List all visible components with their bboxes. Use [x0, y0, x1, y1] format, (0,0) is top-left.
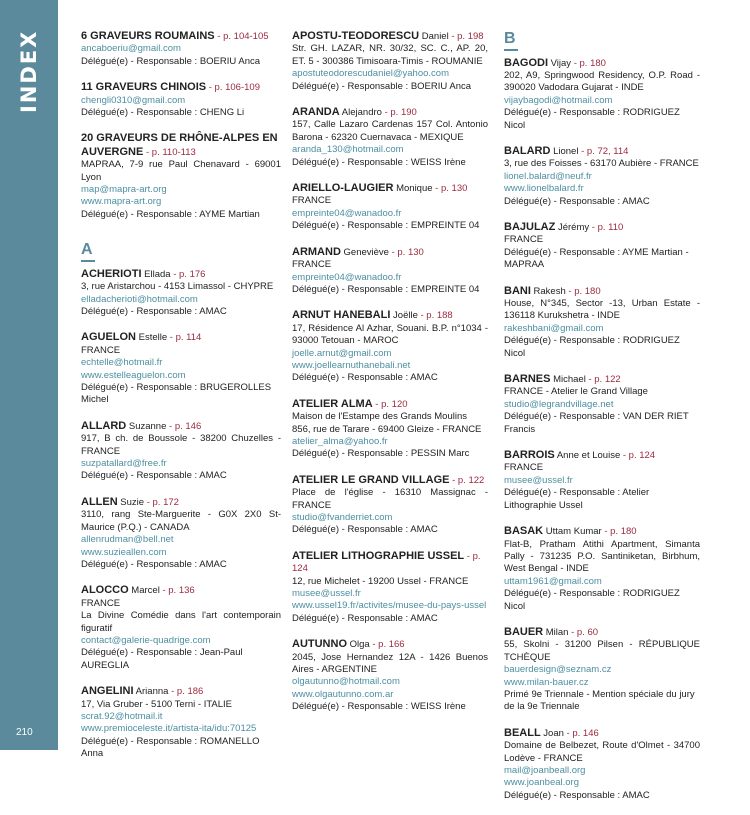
- letter-underline: [504, 49, 518, 51]
- artist-name: BANI: [504, 284, 531, 297]
- index-entry: [292, 30, 488, 93]
- index-entry: [81, 30, 281, 68]
- address-line: FRANCE - Atelier le Grand Village: [504, 386, 648, 398]
- address-line: Place de l'église - 16310 Massignac - FRANCE: [292, 487, 488, 511]
- email-link[interactable]: joelle.arnut@gmail.com: [292, 347, 392, 359]
- address-line: FRANCE: [504, 234, 544, 246]
- website-link[interactable]: www.milan-bauer.cz: [504, 676, 589, 688]
- entries-a: [81, 268, 281, 761]
- delegate-line: Délégué(e) - Responsable : RODRIGUEZ Nicol: [504, 107, 680, 131]
- address-line: Str. GH. LAZAR, NR. 30/32, SC. C., AP. 20, ET. 5 - 300386 Timisoara-Timis - ROUMANIE: [292, 43, 488, 67]
- artist-name: BARROIS: [504, 449, 555, 462]
- address-line: 17, Via Gruber - 5100 Terni - ITALIE: [81, 698, 233, 710]
- email-link[interactable]: lionel.balard@neuf.fr: [504, 170, 592, 182]
- artist-name: 6 GRAVEURS ROUMAINS: [81, 30, 215, 42]
- artist-first-name: Suzie: [117, 496, 145, 508]
- delegate-line: Délégué(e) - Responsable : VAN DER RIET Francis: [504, 411, 689, 435]
- entry-heading: [81, 132, 281, 159]
- email-link[interactable]: uttam1961@gmail.com: [504, 575, 602, 587]
- delegate-line: Délégué(e) - Responsable : AYME Martian - MAPRAA: [504, 246, 689, 271]
- artist-first-name: Marcel: [128, 585, 160, 597]
- website-link[interactable]: www.suzieallen.com: [81, 546, 167, 558]
- email-link[interactable]: map@mapra-art.org: [81, 184, 167, 196]
- index-entry: [504, 145, 700, 208]
- artist-name: BALARD: [504, 144, 551, 157]
- delegate-line: Délégué(e) - Responsable : RODRIGUEZ Nicol: [504, 588, 680, 612]
- email-link[interactable]: empreinte04@wanadoo.fr: [292, 271, 402, 283]
- artist-first-name: Milan: [543, 626, 569, 638]
- entry-heading: [504, 57, 700, 70]
- page-reference[interactable]: - p. 146: [563, 727, 599, 739]
- address-line: Maison de l'Estampe des Grands Moulins: [292, 411, 468, 423]
- email-link[interactable]: aranda_130@hotmail.com: [292, 144, 404, 156]
- artist-first-name: Rakesh: [530, 285, 566, 297]
- entry-heading: [504, 285, 700, 298]
- index-entry: [504, 525, 700, 613]
- letter-label: B: [504, 30, 516, 47]
- website-link[interactable]: www.joellearnuthanebali.net: [292, 359, 411, 371]
- website-link[interactable]: www.joanbeal.org: [504, 777, 579, 789]
- delegate-line: Délégué(e) - Responsable : AMAC: [81, 470, 227, 482]
- address-line: 2045, Jose Hernandez 12A - 1426 Buenos Aires - ARGENTINE: [292, 651, 488, 676]
- index-entry: [504, 373, 700, 436]
- address-line: Domaine de Belbezet, Route d'Olmet - 34700 Lodève - FRANCE: [504, 740, 700, 764]
- email-link[interactable]: musee@ussel.fr: [504, 474, 573, 486]
- section-letter-a: [81, 241, 281, 262]
- page-reference[interactable]: - p. 104-105: [214, 31, 269, 42]
- address-line: 856, rue de Tarare - 69400 Gleize - FRANCE: [292, 423, 482, 435]
- index-entry: [292, 474, 488, 537]
- address-line: FRANCE: [504, 462, 544, 474]
- sidebar: [0, 0, 58, 750]
- entry-heading: [504, 525, 700, 538]
- address-line: MAPRAA, 7-9 rue Paul Chenavard - 69001 Lyon: [81, 159, 281, 183]
- index-entry: [81, 331, 281, 406]
- artist-first-name: Olga: [347, 639, 370, 651]
- artist-name: 20 GRAVEURS DE RHÔNE-ALPES EN AUVERGNE: [81, 132, 278, 158]
- page-reference[interactable]: - p. 188: [417, 310, 453, 322]
- artist-name: ANGELINI: [81, 685, 134, 698]
- delegate-line: Délégué(e) - Responsable : Jean-Paul AUREGLIA: [81, 647, 243, 671]
- artist-name: ARIELLO-LAUGIER: [292, 182, 394, 195]
- email-link[interactable]: echtelle@hotmail.fr: [81, 357, 163, 369]
- artist-name: BASAK: [504, 525, 544, 538]
- delegate-line: Délégué(e) - Responsable : AMAC: [81, 306, 227, 317]
- artist-first-name: Suzanne: [126, 420, 167, 432]
- email-link[interactable]: rakeshbani@gmail.com: [504, 322, 604, 334]
- column-2: [292, 30, 488, 727]
- artist-first-name: Arianna: [133, 686, 169, 698]
- entry-heading: [81, 685, 281, 698]
- artist-name: BEALL: [504, 726, 541, 739]
- entry-heading: [292, 30, 488, 43]
- artist-name: ARMAND: [292, 245, 341, 258]
- artist-first-name: Anne et Louise: [554, 450, 621, 462]
- index-entry: [292, 550, 488, 625]
- email-link[interactable]: chengli0310@gmail.com: [81, 94, 186, 106]
- index-entry: [292, 182, 488, 233]
- index-entry: [81, 81, 281, 119]
- artist-name: AGUELON: [81, 331, 136, 344]
- delegate-line: Délégué(e) - Responsable : PESSIN Marc: [292, 448, 470, 460]
- artist-name: BAGODI: [504, 56, 548, 69]
- website-link[interactable]: www.premioceleste.it/artista-ita/idu:70125: [81, 723, 257, 735]
- artist-name: BAUER: [504, 625, 544, 638]
- artist-first-name: Joan: [540, 727, 564, 739]
- page-reference[interactable]: - p. 106-109: [206, 82, 260, 94]
- delegate-line: Délégué(e) - Responsable : AMAC: [504, 789, 650, 801]
- delegate-line: Délégué(e) - Responsable : AMAC: [292, 372, 438, 384]
- delegate-line: Délégué(e) - Responsable : EMPREINTE 04: [292, 220, 480, 232]
- artist-name: AUTUNNO: [292, 638, 347, 651]
- email-link[interactable]: elladacherioti@hotmail.com: [81, 293, 198, 305]
- artist-first-name: Monique: [393, 183, 433, 195]
- entry-heading: [81, 331, 281, 344]
- email-link[interactable]: apostuteodorescudaniel@yahoo.com: [292, 68, 449, 80]
- delegate-line: Délégué(e) - Responsable : EMPREINTE 04: [292, 283, 480, 295]
- page-reference[interactable]: - p. 72, 114: [578, 145, 629, 157]
- address-line: FRANCE: [292, 195, 332, 207]
- email-link[interactable]: vijaybagodi@hotmail.com: [504, 94, 613, 106]
- artist-name: APOSTU-TEODORESCU: [292, 30, 420, 42]
- entry-heading: [504, 449, 700, 462]
- address-line: 917, B ch. de Boussole - 38200 Chuzelles - FRANCE: [81, 433, 281, 457]
- entry-heading: [292, 474, 488, 487]
- page-reference[interactable]: - p. 110: [589, 221, 624, 233]
- email-link[interactable]: empreinte04@wanadoo.fr: [292, 207, 402, 219]
- artist-first-name: Joëlle: [390, 310, 418, 322]
- letter-label: A: [81, 241, 93, 259]
- page-reference[interactable]: - p. 114: [167, 332, 202, 344]
- page-reference[interactable]: - p. 60: [568, 626, 599, 638]
- address-line: 3, rue Aristarchou - 4153 Limassol - CHYPRE: [81, 281, 274, 293]
- artist-name: ALLEN: [81, 495, 118, 508]
- entry-heading: [292, 182, 488, 195]
- index-entry: [292, 309, 488, 384]
- address-line: 157, Calle Lazaro Cardenas 157 Col. Antonio Barona - 62320 Cuernavaca - MEXIQUE: [292, 119, 488, 143]
- section-letter-b: [504, 30, 700, 51]
- group-entries: [81, 30, 281, 221]
- delegate-line: Délégué(e) - Responsable : AMAC: [81, 558, 227, 570]
- address-line: House, N°345, Sector -13, Urban Estate - 136118 Kurukshetra - INDE: [504, 298, 700, 322]
- website-link[interactable]: www.mapra-art.org: [81, 196, 162, 208]
- delegate-line: Délégué(e) - Responsable : RODRIGUEZ Nicol: [504, 335, 680, 359]
- page-reference[interactable]: - p. 146: [166, 420, 202, 432]
- delegate-line: Délégué(e) - Responsable : BRUGEROLLES Michel: [81, 382, 272, 406]
- address-line: Flat-B, Pratham Atithi Apartment, Simanta Pally - 731235 P.O. Santiniketan, Birbhum, West Bengal - INDE: [504, 538, 700, 575]
- delegate-line: Délégué(e) - Responsable : WEISS Irène: [292, 701, 466, 713]
- page-reference[interactable]: - p. 180: [601, 526, 637, 538]
- entry-heading: [292, 246, 488, 259]
- website-link[interactable]: www.estelleaguelon.com: [81, 369, 186, 381]
- entry-heading: [292, 638, 488, 651]
- address-line: La Divine Comédie dans l'art contemporain figuratif: [81, 610, 281, 634]
- entry-heading: [81, 30, 281, 43]
- entry-heading: [504, 373, 700, 386]
- page-reference[interactable]: - p. 180: [565, 285, 601, 297]
- entry-heading: [292, 398, 488, 411]
- index-entry: [504, 285, 700, 360]
- email-link[interactable]: mail@joanbeall.org: [504, 765, 586, 776]
- index-entry: [292, 398, 488, 461]
- address-line: FRANCE: [81, 597, 121, 609]
- delegate-line: Primé 9e Triennale - Mention spéciale du jury de la 9e Triennale: [504, 688, 695, 713]
- page-reference[interactable]: - p. 186: [168, 686, 204, 698]
- index-entry: [292, 106, 488, 169]
- address-line: FRANCE: [81, 344, 121, 356]
- entry-heading: [81, 420, 281, 433]
- artist-first-name: Daniel: [419, 31, 449, 42]
- website-link[interactable]: www.ussel19.fr/activites/musee-du-pays-ussel: [292, 600, 487, 612]
- index-entry: [81, 496, 281, 571]
- index-entry: [292, 246, 488, 297]
- artist-name: BARNES: [504, 373, 551, 386]
- email-link[interactable]: bauerdesign@seznam.cz: [504, 664, 612, 676]
- entry-heading: [504, 626, 700, 639]
- entry-heading: [81, 268, 281, 281]
- entry-heading: [504, 727, 700, 740]
- artist-name: ARANDA: [292, 106, 340, 119]
- email-link[interactable]: musee@ussel.fr: [292, 588, 361, 600]
- index-entry: [504, 727, 700, 802]
- index-entry: [81, 132, 281, 221]
- column-1: [81, 30, 281, 774]
- page-reference[interactable]: - p. 190: [381, 107, 417, 119]
- artist-first-name: Jérémy: [555, 221, 590, 233]
- page-reference[interactable]: - p. 180: [571, 57, 606, 69]
- artist-name: ALLARD: [81, 419, 127, 432]
- entry-heading: [504, 145, 700, 158]
- page-reference[interactable]: - p. 124: [292, 550, 481, 575]
- entry-heading: [292, 106, 488, 119]
- entry-heading: [81, 81, 281, 94]
- address-line: 55, Skolni - 31200 Pilsen - RÉPUBLIQUE TCHÈQUE: [504, 639, 700, 663]
- email-link[interactable]: allenrudman@bell.net: [81, 534, 174, 546]
- page-number: 210: [16, 727, 33, 738]
- email-link[interactable]: scrat.92@hotmail.it: [81, 710, 163, 722]
- delegate-line: Délégué(e) - Responsable : AMAC: [292, 612, 438, 624]
- delegate-line: Délégué(e) - Responsable : Atelier Lithographie Ussel: [504, 487, 650, 511]
- index-entry: [504, 221, 700, 272]
- index-entry: [81, 584, 281, 672]
- index-entry: [504, 449, 700, 512]
- email-link[interactable]: olgautunno@hotmail.com: [292, 676, 400, 688]
- index-entry: [504, 626, 700, 714]
- index-title: INDEX: [17, 29, 41, 113]
- page-reference[interactable]: - p. 120: [372, 398, 408, 410]
- page-reference[interactable]: - p. 122: [449, 474, 485, 486]
- delegate-line: Délégué(e) - Responsable : BOERIU Anca: [81, 55, 261, 67]
- email-link[interactable]: studio@legrandvillage.net: [504, 398, 614, 410]
- delegate-line: Délégué(e) - Responsable : WEISS Irène: [292, 156, 466, 168]
- artist-first-name: Alejandro: [339, 107, 382, 119]
- letter-underline: [81, 260, 95, 262]
- delegate-line: Délégué(e) - Responsable : AMAC: [292, 524, 438, 536]
- index-entry: [81, 420, 281, 483]
- page-reference[interactable]: - p. 124: [620, 450, 656, 462]
- delegate-line: Délégué(e) - Responsable : BOERIU Anca: [292, 80, 472, 92]
- index-entry: [504, 57, 700, 132]
- address-line: 202, A9, Springwood Residency, O.P. Road - 390020 Vadodara Gujarat - INDE: [504, 69, 700, 94]
- column-3: [504, 30, 700, 815]
- artist-name: ATELIER ALMA: [292, 397, 373, 410]
- address-line: FRANCE: [292, 259, 332, 271]
- page-reference[interactable]: - p. 166: [369, 639, 405, 651]
- artist-name: ATELIER LE GRAND VILLAGE: [292, 473, 450, 486]
- entry-heading: [81, 584, 281, 597]
- address-line: 3110, rang Ste-Marguerite - G0X 2X0 St-Maurice (P.Q.) - CANADA: [81, 509, 281, 533]
- page-reference[interactable]: - p. 176: [170, 268, 206, 280]
- page-reference[interactable]: - p. 130: [432, 183, 468, 195]
- entries-a-continued: [292, 30, 488, 714]
- email-link[interactable]: studio@fvanderriet.com: [292, 512, 393, 523]
- page-reference[interactable]: - p. 136: [159, 585, 195, 597]
- page-reference[interactable]: - p. 110-113: [143, 146, 196, 158]
- artist-name: ALOCCO: [81, 584, 129, 597]
- email-link[interactable]: suzpatallard@free.fr: [81, 458, 167, 470]
- address-line: 17, Résidence Al Azhar, Souani. B.P. n°1034 - 93000 Tetouan - MAROC: [292, 322, 488, 347]
- email-link[interactable]: atelier_alma@yahoo.fr: [292, 435, 388, 447]
- address-line: 3, rue des Foisses - 63170 Aubière - FRANCE: [504, 158, 699, 170]
- delegate-line: Délégué(e) - Responsable : ROMANELLO Anna: [81, 735, 260, 760]
- address-line: 12, rue Michelet - 19200 Ussel - FRANCE: [292, 575, 469, 587]
- entry-heading: [292, 550, 488, 576]
- delegate-line: Délégué(e) - Responsable : AMAC: [504, 195, 650, 207]
- artist-name: 11 GRAVEURS CHINOIS: [81, 81, 207, 94]
- page-reference[interactable]: - p. 130: [388, 246, 424, 258]
- artist-first-name: Michael: [550, 374, 586, 386]
- index-entry: [81, 685, 281, 760]
- artist-first-name: Geneviève: [340, 246, 389, 258]
- index-entry: [81, 268, 281, 319]
- page-reference[interactable]: - p. 122: [585, 374, 621, 386]
- email-link[interactable]: contact@galerie-quadrige.com: [81, 634, 211, 646]
- page-reference[interactable]: - p. 172: [144, 496, 179, 508]
- artist-name: ARNUT HANEBALI: [292, 309, 391, 322]
- entry-heading: [504, 221, 700, 234]
- index-entry: [292, 638, 488, 713]
- page-reference[interactable]: - p. 198: [448, 31, 484, 42]
- artist-first-name: Lionel: [550, 145, 579, 157]
- website-link[interactable]: www.lionelbalard.fr: [504, 183, 584, 195]
- entries-b: [504, 57, 700, 803]
- artist-first-name: Ellada: [141, 268, 171, 280]
- email-link[interactable]: ancaboeriu@gmail.com: [81, 43, 181, 55]
- website-link[interactable]: www.olgautunno.com.ar: [292, 688, 394, 700]
- artist-first-name: Vijay: [548, 57, 572, 69]
- entry-heading: [292, 309, 488, 322]
- artist-name: ATELIER LITHOGRAPHIE USSEL: [292, 549, 465, 562]
- artist-name: BAJULAZ: [504, 220, 556, 233]
- artist-name: ACHERIOTI: [81, 267, 142, 280]
- artist-first-name: Uttam Kumar: [543, 526, 602, 538]
- artist-first-name: Estelle: [136, 332, 168, 344]
- delegate-line: Délégué(e) - Responsable : CHENG Li: [81, 107, 245, 119]
- entry-heading: [81, 496, 281, 509]
- delegate-line: Délégué(e) - Responsable : AYME Martian: [81, 208, 260, 220]
